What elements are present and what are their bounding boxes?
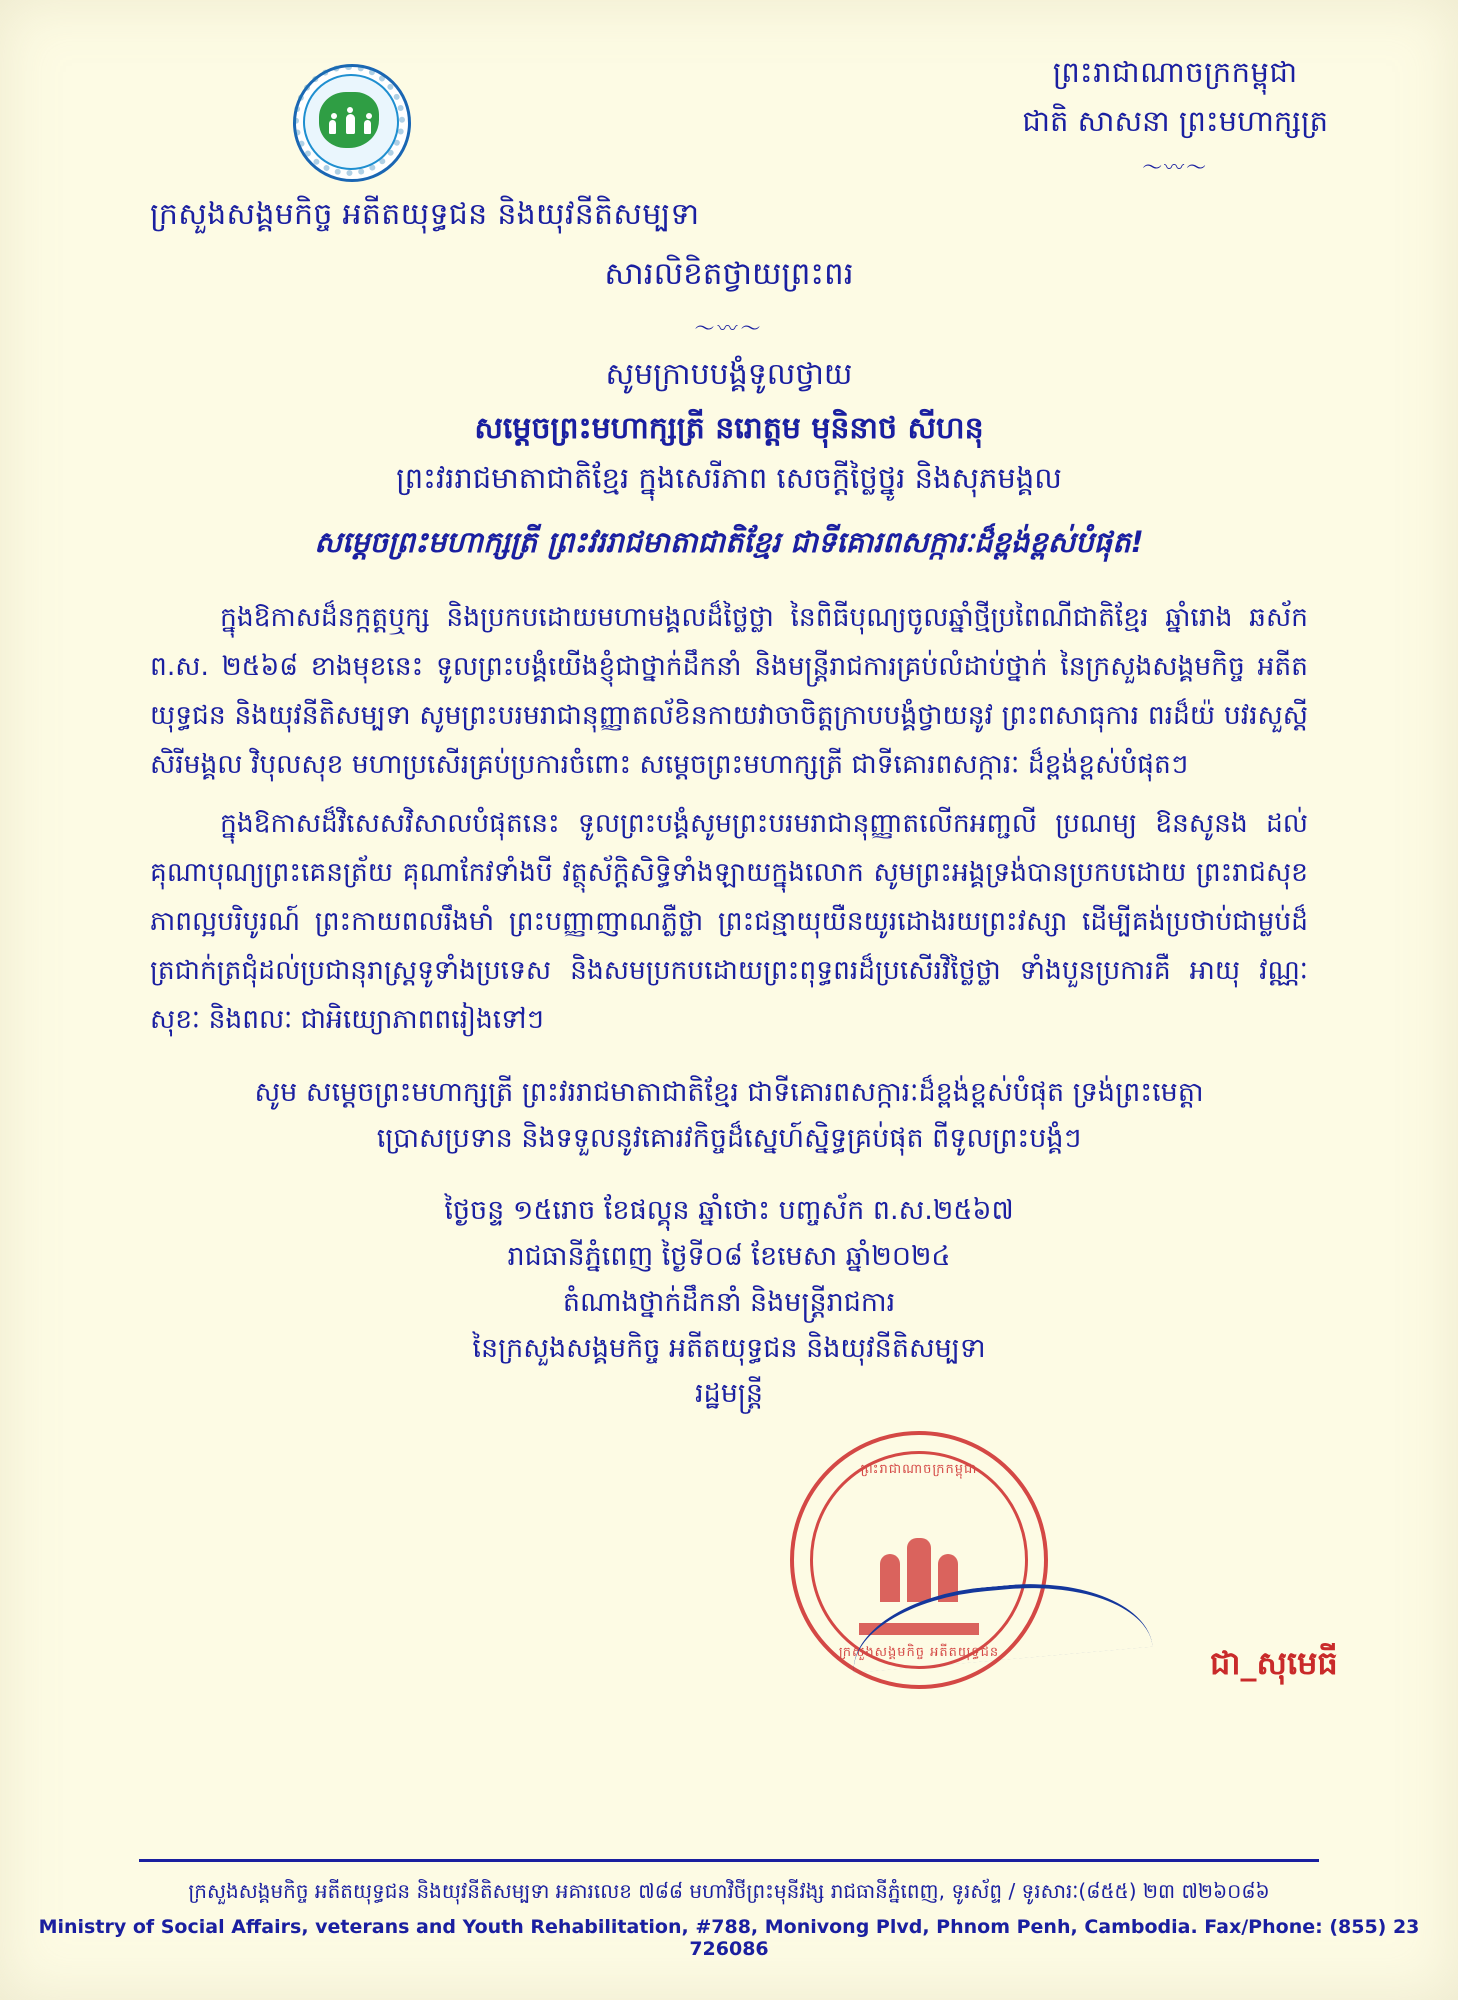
title-block	[150, 255, 1308, 567]
date-line-2: រាជធានីភ្នំពេញ ថ្ងៃទី០៨ ខែមេសា ឆ្នាំ២០២៤	[507, 1240, 951, 1272]
swirl-divider-icon: 〜〰〜	[1142, 154, 1209, 179]
closing-line-1: សូម សម្ដេចព្រះមហាក្សត្រី ព្រះវររាជមាតាជាតិខ្មែរ ជាទីគោរពសក្ការៈដ៏ខ្ពង់ខ្ពស់បំផុត ទ្រង់ព្រះមេត្តា	[254, 1077, 1204, 1109]
kingdom-heading	[1022, 50, 1328, 183]
signer-role-3: រដ្ឋមន្ត្រី	[694, 1378, 764, 1410]
seal-top-text: ព្រះរាជាណាចក្រកម្ពុជា	[860, 1462, 978, 1478]
date-signature-block	[150, 1188, 1308, 1417]
kingdom-line-2: ជាតិ សាសនា ព្រះមហាក្សត្រ	[1022, 103, 1328, 138]
addressee-name: សម្ដេចព្រះមហាក្សត្រី នរោត្តម មុនិនាថ សីហនុ	[474, 411, 984, 446]
footer-divider	[139, 1859, 1319, 1862]
salutation: សម្ដេចព្រះមហាក្សត្រី ព្រះវររាជមាតាជាតិខ្មែរ ជាទីគោរពសក្ការៈដ៏ខ្ពង់ខ្ពស់បំផុត!	[314, 525, 1144, 559]
title-swirl-icon: 〜〰〜	[694, 316, 764, 340]
footer-address-khmer: ក្រសួងសង្គមកិច្ច អតីតយុទ្ធជន និងយុវនីតិសម្បទា អគារលេខ ៧៨៨ មហាវិថីព្រះមុនីវង្ស រាជធានីភ្នំពេញ, ទូរស័ព្ទ / ទូរសារៈ(៨៥៥) ២៣ ៧២៦០៨៦	[188, 1879, 1270, 1903]
handwritten-signature-icon	[850, 1546, 1180, 1666]
signature-area	[150, 1421, 1338, 1751]
closing-line-2: ប្រោសប្រទាន និងទទួលនូវគោរវកិច្ចដ៏ស្នេហ៍ស្និទ្ធគ្រប់ផុត ពីទូលព្រះបង្គំៗ	[376, 1123, 1082, 1155]
title-subtitle: សូមក្រាបបង្គំទូលថ្វាយ	[605, 357, 853, 392]
signer-name: ជា_សុមេធី	[1210, 1644, 1338, 1683]
letter-text	[150, 593, 1308, 1044]
signer-role-1: តំណាងថ្នាក់ដឹកនាំ និងមន្ត្រីរាជការ	[562, 1286, 896, 1318]
document-body	[0, 255, 1458, 1751]
closing-block	[150, 1070, 1308, 1162]
document-footer	[0, 1859, 1458, 1960]
date-line-1: ថ្ងៃចន្ទ ១៥រោច ខែផល្គុន ឆ្នាំថោះ បញ្ចស័ក ព.ស.២៥៦៧	[444, 1194, 1014, 1226]
document-title: សារលិខិតថ្វាយព្រះពរ	[604, 256, 854, 292]
paragraph-1: ក្នុងឱកាសដ៏នក្កត្តឬក្ស និងប្រកបដោយមហាមង្គលដ៏ថ្លៃថ្លា នៃពិធីបុណ្យចូលឆ្នាំថ្មីប្រពៃណីជាតិខ្មែរ ឆ្នាំរោង ឆស័ក ព.ស. ២៥៦៨ ខាងមុខនេះ ទូលព្រះបង្គំយើងខ្ញុំជាថ្នាក់ដឹកនាំ និងមន្ត្រីរាជការគ្រប់លំដាប់ថ្នាក់ នៃក្រសួងសង្គមកិច្ច អតីតយុទ្ធជន និងយុវនីតិសម្បទា សូមព្រះបរមរាជានុញ្ញាតល័ខិនកាយវាចាចិត្តក្រាបបង្គំថ្វាយនូវ ព្រះពសាធុការ ពរដ៏យ៉ បវរសួស្ដី សិរីមង្គល វិបុលសុខ មហាប្រសើរគ្រប់ប្រការចំពោះ សម្ដេចព្រះមហាក្សត្រី ជាទីគោរពសក្ការៈ ដ៏ខ្ពង់ខ្ពស់បំផុតៗ	[150, 602, 1308, 781]
paragraph-2: ក្នុងឱកាសដ៏វិសេសវិសាលបំផុតនេះ ទូលព្រះបង្គំសូមព្រះបរមរាជានុញ្ញាតលើកអញ្ជលី ប្រណម្យ ឱនសូនង ដល់គុណាបុណ្យព្រះគេនត្រ័យ គុណាកែវទាំងបី វត្ថុស័ក្ដិសិទ្ធិទាំងឡាយក្នុងលោក សូមព្រះអង្គទ្រង់បានប្រកបដោយ ព្រះរាជសុខភាពល្អបរិបូរណ៍ ព្រះកាយពលរឹងមាំ ព្រះបញ្ញាញាណភ្លឺថ្លា ព្រះជន្មាយុយឺនយូរដោងរយព្រះវស្សា ដើម្បីគង់ប្រថាប់ជាម្លប់ដ៏ត្រជាក់ត្រជុំដល់ប្រជានុរាស្ត្រទូទាំងប្រទេស និងសមប្រកបដោយព្រះពុទ្ធពរដ៏ប្រសើរវិថ្លៃថ្លា ទាំងបួនប្រការគឺ អាយុ វណ្ណៈ សុខៈ និងពលៈ ជាអិយ្យោភាពពរៀងទៅៗ	[150, 808, 1308, 1036]
seal-bottom-text: ក្រសួងសង្គមកិច្ច អតីតយុទ្ធជន	[838, 1645, 1000, 1661]
kingdom-line-1: ព្រះរាជាណាចក្រកម្ពុជា	[1052, 55, 1298, 89]
ministry-title: ក្រសួងសង្គមកិច្ច អតីតយុទ្ធជន និងយុវនីតិសម្បទា	[150, 197, 700, 232]
ministry-emblem-icon	[285, 62, 415, 182]
footer-address-english: Ministry of Social Affairs, veterans and Youth Rehabilitation, #788, Monivong Plvd, Phnom Penh, Cambodia. Fax/Phone: (855) 23 726086	[38, 1916, 1420, 1960]
document-header	[0, 0, 1458, 268]
addressee-titles: ព្រះវររាជមាតាជាតិខ្មែរ ក្នុងសេរីភាព សេចក្ដីថ្លៃថ្នូរ និងសុភមង្គល	[396, 461, 1062, 495]
signer-role-2: នៃក្រសួងសង្គមកិច្ច អតីតយុទ្ធជន និងយុវនីតិសម្បទា	[472, 1332, 986, 1364]
